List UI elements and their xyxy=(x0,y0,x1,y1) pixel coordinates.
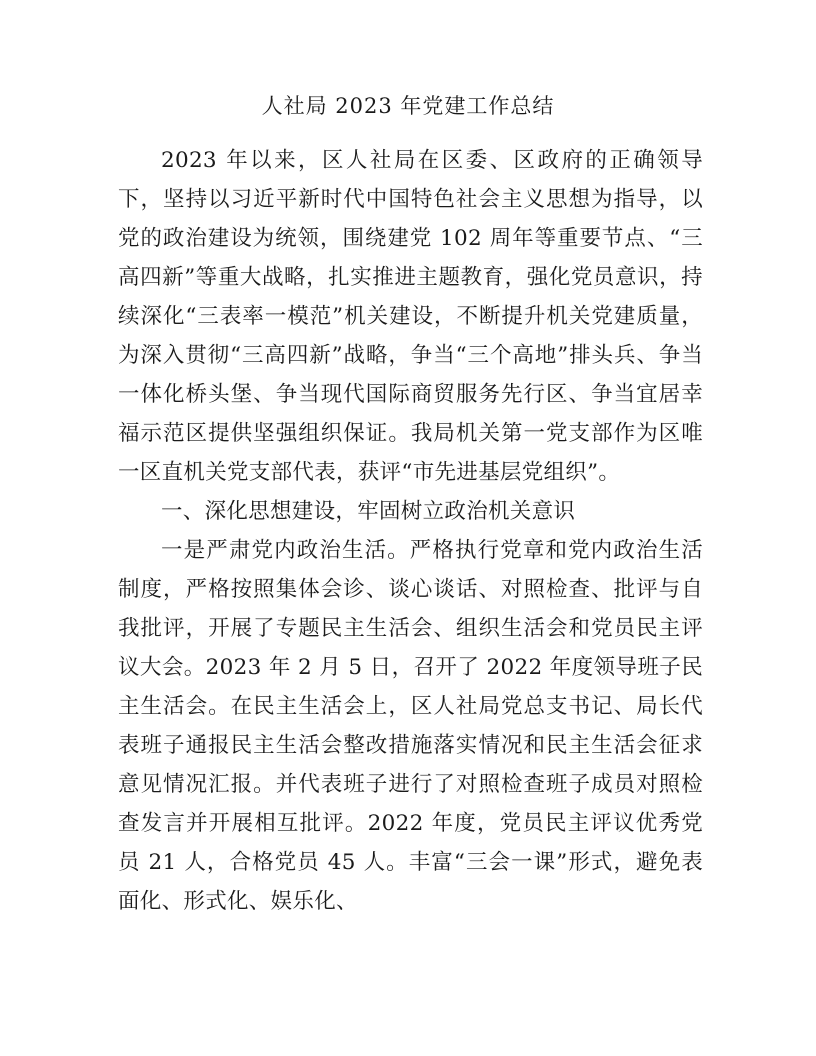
body-paragraph: 一是严肃党内政治生活。严格执行党章和党内政治生活制度，严格按照集体会诊、谈心谈话、对照检查、批评与自我批评，开展了专题民主生活会、组织生活会和党员民主评议大会。2023 年 2 月 5 日，召开了 2022 年度领导班子民主生活会。在民主生活会上，区人社局党总支书记、局长代表班子通报民主生活会整改措施落实情况和民主生活会征求意见情况汇报。并代表班子进行了对照检查班子成员对照检查发言并开展相互批评。2022 年度，党员民主评议优秀党员 21 人，合格党员 45 人。丰富“三会一课”形式，避免表面化、形式化、娱乐化、 xyxy=(118,538,703,914)
document-body xyxy=(118,141,703,921)
document-title: 人社局 2023 年党建工作总结 xyxy=(261,94,555,118)
section-heading: 一、深化思想建设，牢固树立政治机关意识 xyxy=(161,499,576,524)
intro-paragraph: 2023 年以来，区人社局在区委、区政府的正确领导下，坚持以习近平新时代中国特色社会主义思想为指导，以党的政治建设为统领，围绕建党 102 周年等重要节点、“三高四新”等重大战略，扎实推进主题教育，强化党员意识，持续深化“三表率一模范”机关建设，不断提升机关党建质量，为深入贯彻“三高四新”战略，争当“三个高地”排头兵、争当一体化桥头堡、争当现代国际商贸服务先行区、争当宜居幸福示范区提供坚强组织保证。我局机关第一党支部作为区唯一区直机关党支部代表，获评“市先进基层党组织”。 xyxy=(118,148,703,485)
